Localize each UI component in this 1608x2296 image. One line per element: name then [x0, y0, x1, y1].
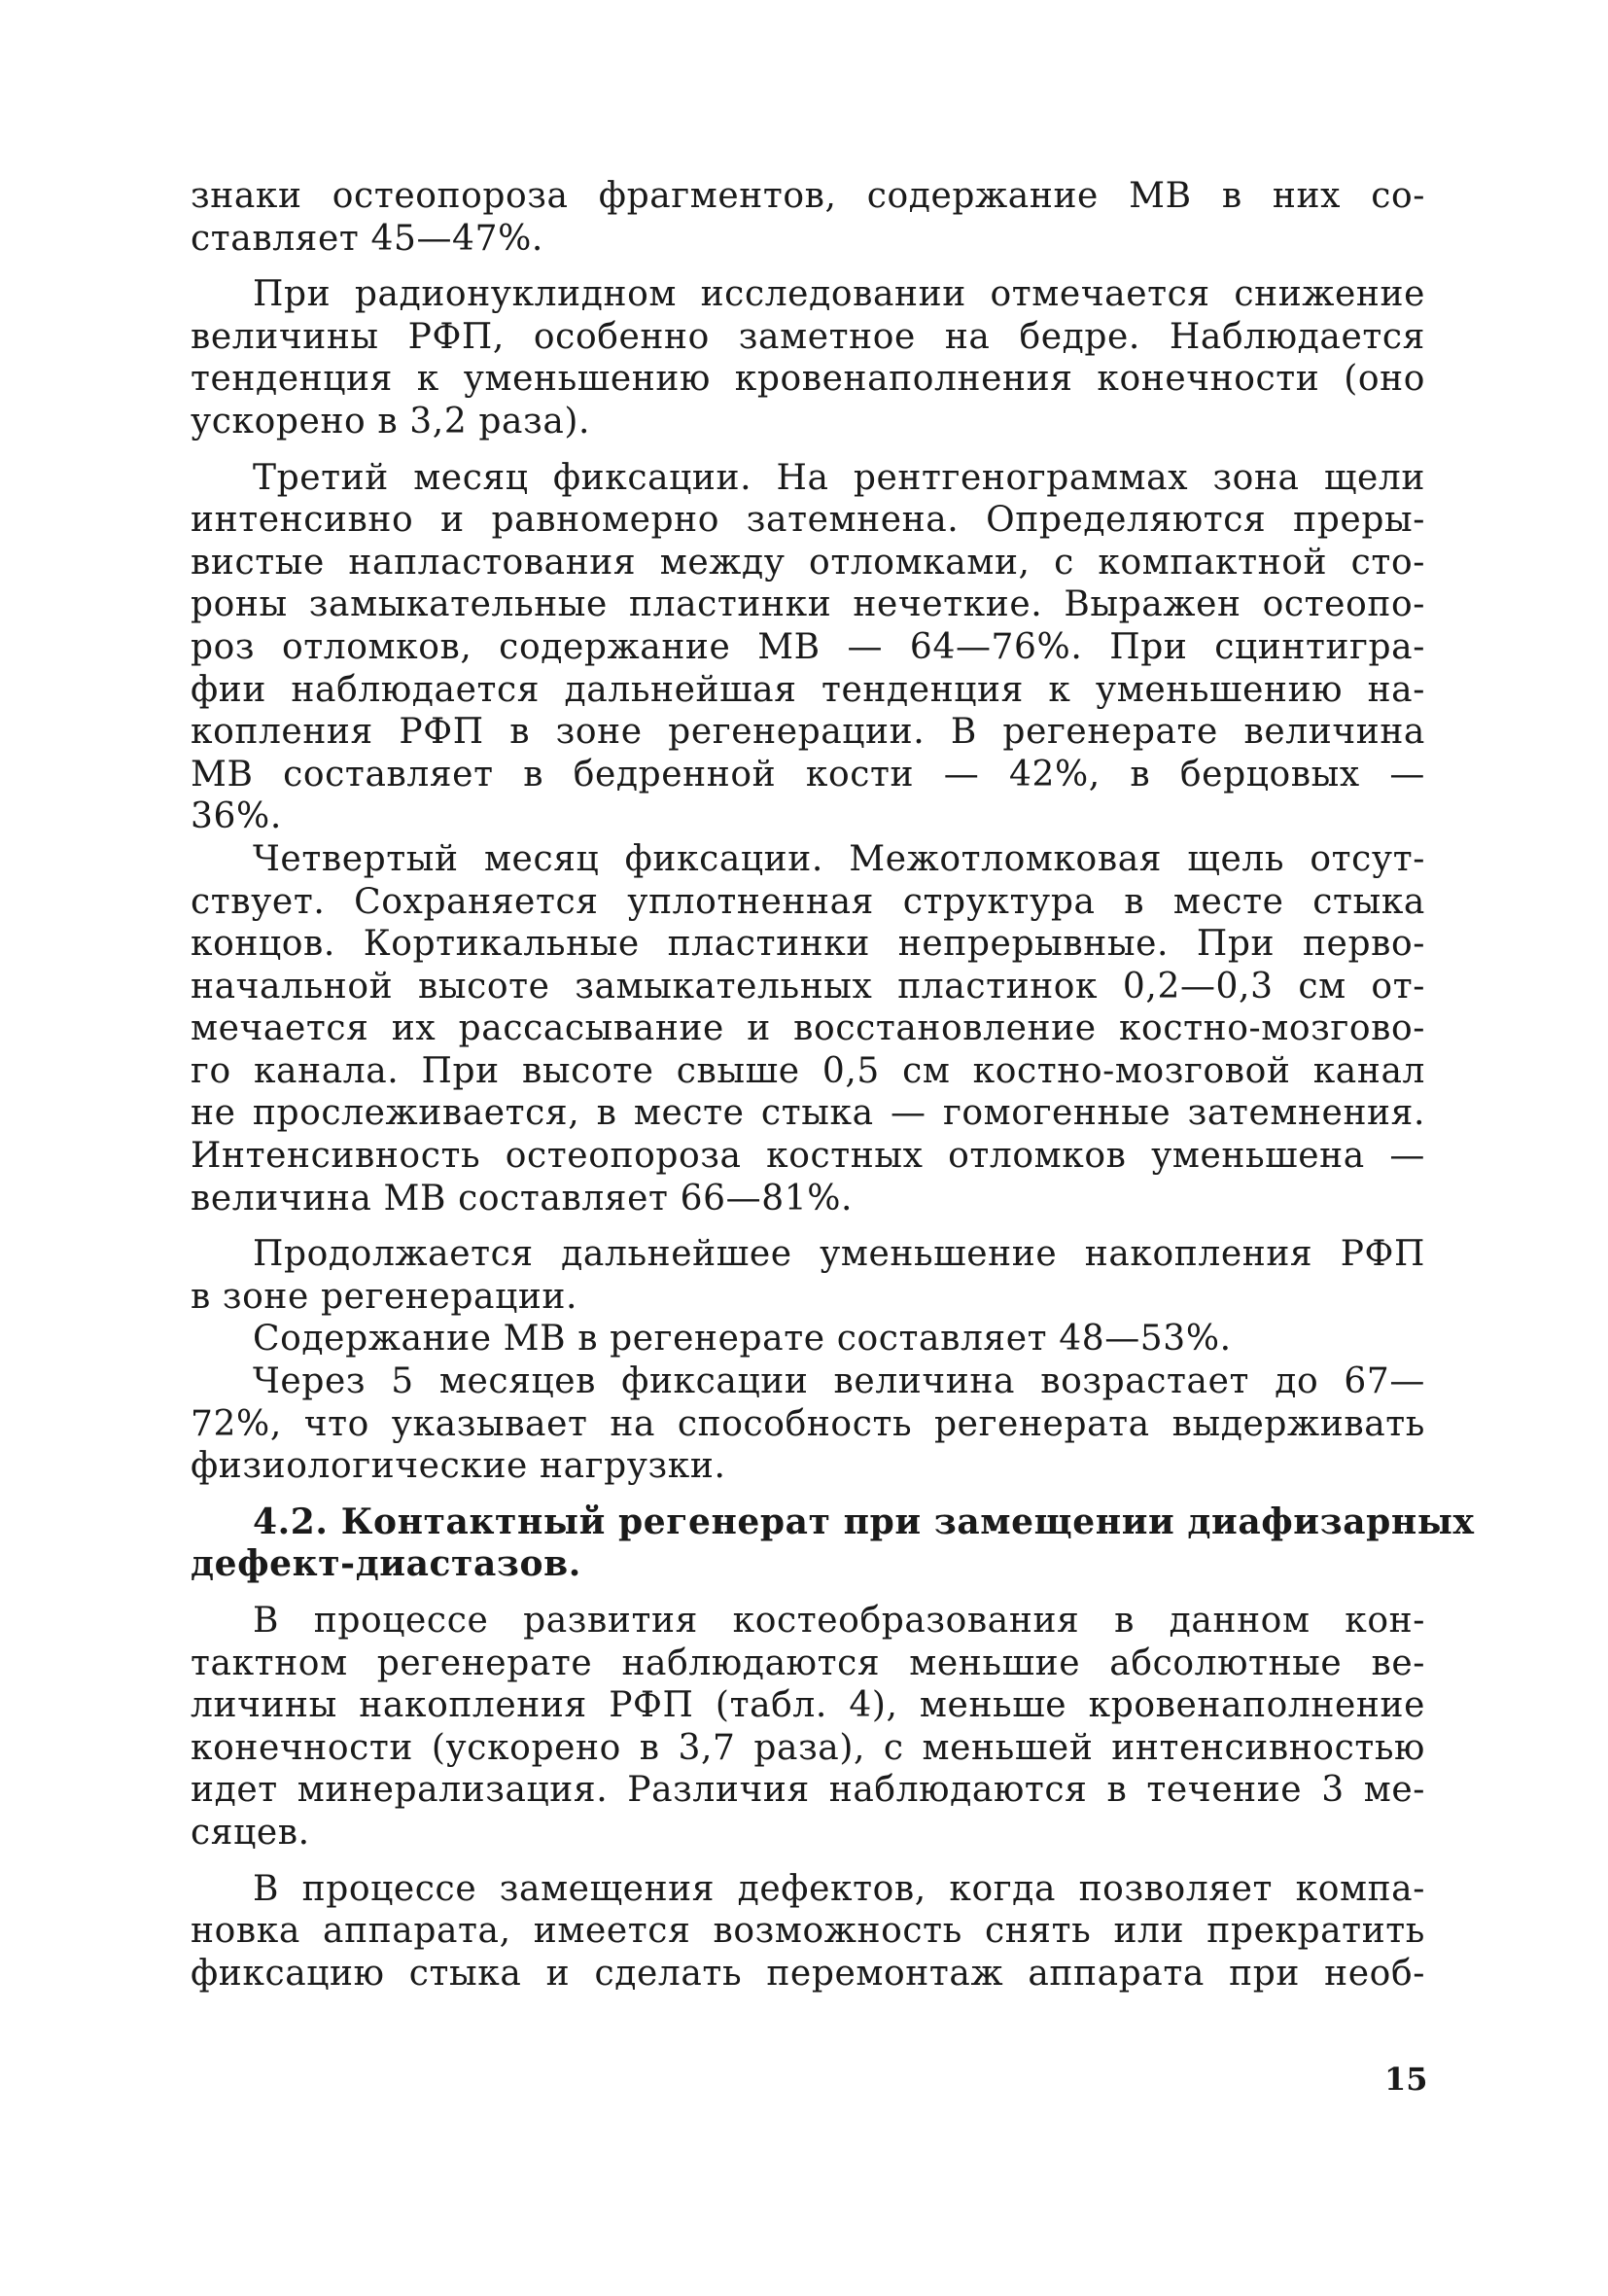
text-line: тенденция к уменьшению кровенаполнения конечности (оно	[191, 359, 1425, 400]
text-line: В процессе замещения дефектов, когда позволяет компа-	[253, 1868, 1425, 1909]
text-line: фиксацию стыка и сделать перемонтаж аппарата при необ-	[191, 1953, 1425, 1994]
paragraph-9	[191, 1868, 1425, 1996]
text-line: личины накопления РФП (табл. 4), меньше кровенаполнение	[191, 1685, 1425, 1726]
text-line: знаки остеопороза фрагментов, содержание МВ в них со-	[191, 176, 1425, 216]
text-line: интенсивно и равномерно затемнена. Определяются преры-	[191, 500, 1425, 541]
text-line: физиологические нагрузки.	[191, 1446, 726, 1487]
text-line: конечности (ускорено в 3,7 раза), с меньшей интенсивностью	[191, 1727, 1425, 1768]
paragraph-1	[191, 175, 1425, 260]
text-line: тактном регенерате наблюдаются меньшие абсолютные ве-	[191, 1643, 1425, 1683]
text-line: идет минерализация. Различия наблюдаются в течение 3 ме-	[191, 1770, 1425, 1811]
text-line: В процессе развития костеобразования в данном кон-	[253, 1601, 1425, 1641]
paragraph-2	[191, 273, 1425, 442]
text-line: новка аппарата, имеется возможность снять или прекратить	[191, 1911, 1425, 1952]
text-line: При радионуклидном исследовании отмечается снижение	[253, 274, 1425, 315]
paragraph-3	[191, 457, 1425, 838]
text-line: ствует. Сохраняется уплотненная структура в месте стыка	[191, 881, 1425, 922]
text-line: в зоне регенерации.	[191, 1276, 578, 1317]
text-line: го канала. При высоте свыше 0,5 см костно-мозговой канал	[191, 1050, 1425, 1091]
heading-line: дефект-диастазов.	[191, 1543, 581, 1585]
text-line: роз отломков, содержание МВ — 64—76%. При сцинтигра-	[191, 626, 1425, 667]
paragraph-5	[191, 1233, 1425, 1318]
text-line: 36%.	[191, 796, 282, 837]
text-line: Содержание МВ в регенерате составляет 48—53%.	[253, 1319, 1232, 1360]
paragraph-4	[191, 838, 1425, 1219]
section-heading	[191, 1501, 1475, 1586]
book-page	[191, 175, 1475, 1995]
text-line: концов. Кортикальные пластинки непрерывные. При перво-	[191, 924, 1425, 965]
text-line: не прослеживается, в месте стыка — гомогенные затемнения.	[191, 1093, 1425, 1134]
text-line: 72%, что указывает на способность регенерата выдерживать	[191, 1403, 1425, 1444]
text-line: копления РФП в зоне регенерации. В регенерате величина	[191, 712, 1425, 753]
text-line: вистые напластования между отломками, с компактной сто-	[191, 542, 1425, 583]
text-line: мечается их рассасывание и восстановление костно-мозгово-	[191, 1008, 1425, 1049]
paragraph-6	[191, 1318, 1425, 1360]
text-line: МВ составляет в бедренной кости — 42%, в берцовых —	[191, 754, 1425, 795]
paragraph-8	[191, 1600, 1425, 1854]
text-line: сяцев.	[191, 1812, 310, 1853]
paragraph-7	[191, 1360, 1425, 1488]
text-line: Через 5 месяцев фиксации величина возрастает до 67—	[253, 1361, 1425, 1402]
page-number: 15	[1384, 2061, 1428, 2098]
text-line: величина МВ составляет 66—81%.	[191, 1178, 854, 1219]
text-line: ускорено в 3,2 раза).	[191, 401, 591, 442]
text-line: Продолжается дальнейшее уменьшение накопления РФП	[253, 1234, 1425, 1275]
text-line: ставляет 45—47%.	[191, 218, 543, 259]
text-line: роны замыкательные пластинки нечеткие. Выражен остеопо-	[191, 584, 1425, 625]
text-line: Интенсивность остеопороза костных отломков уменьшена —	[191, 1136, 1425, 1177]
text-line: величины РФП, особенно заметное на бедре. Наблюдается	[191, 316, 1425, 357]
text-line: Четвертый месяц фиксации. Межотломковая щель отсут-	[253, 838, 1425, 879]
text-line: начальной высоте замыкательных пластинок 0,2—0,3 см от-	[191, 966, 1425, 1007]
text-line: Третий месяц фиксации. На рентгенограммах зона щели	[253, 457, 1425, 498]
heading-line: 4.2. Контактный регенерат при замещении диафизарных	[253, 1501, 1475, 1542]
text-line: фии наблюдается дальнейшая тенденция к уменьшению на-	[191, 669, 1425, 710]
